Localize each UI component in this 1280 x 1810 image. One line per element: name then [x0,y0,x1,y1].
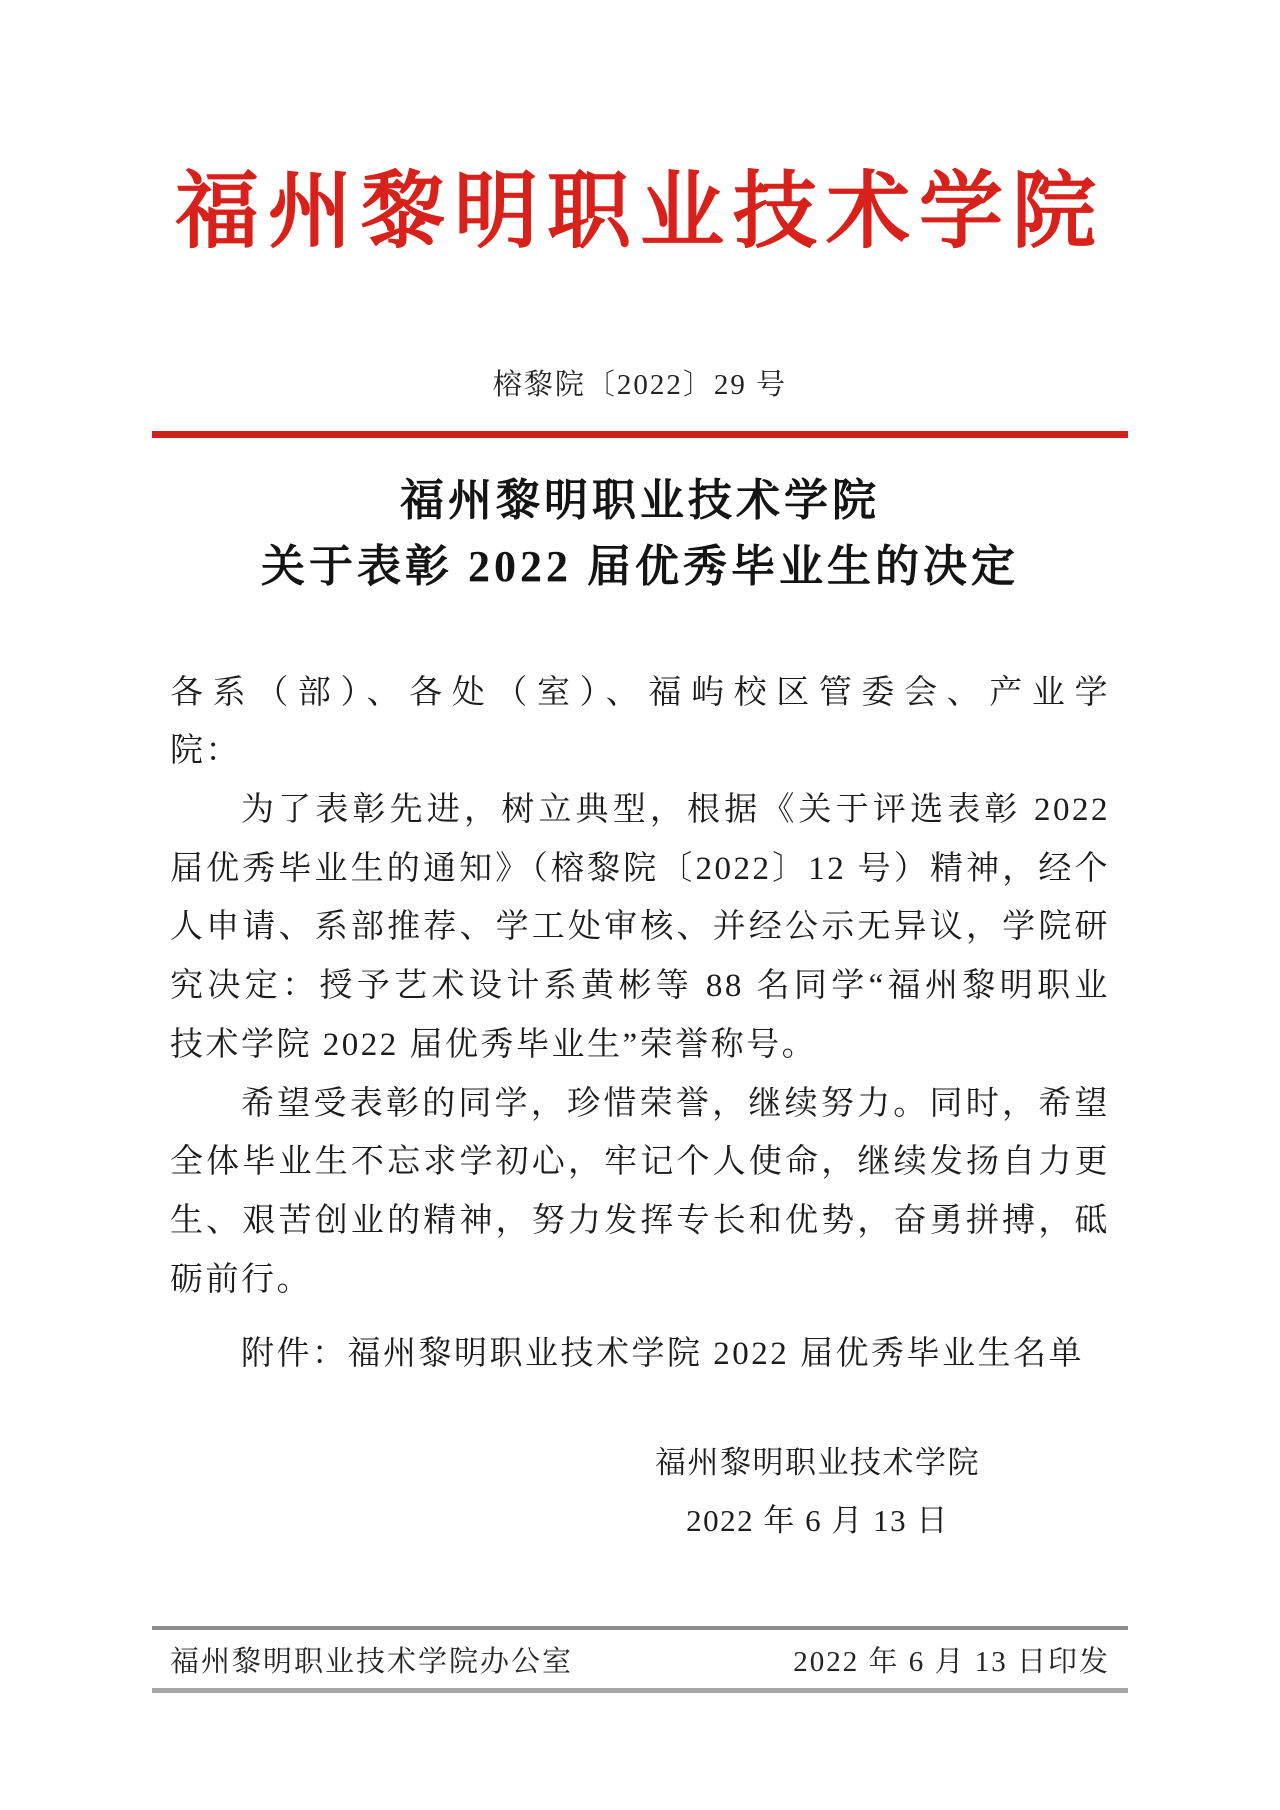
red-separator-rule [152,431,1128,438]
body-line: 人申请、系部推荐、学工处审核、并经公示无异议，学院研 [170,909,1110,946]
footer-bottom-rule [152,1688,1128,1693]
body-line: 究决定：授予艺术设计系黄彬等 88 名同学“福州黎明职业 [170,968,1110,1005]
doc-title-line2: 关于表彰 2022 届优秀毕业生的决定 [261,541,1019,591]
body-line: 技术学院 2022 届优秀毕业生”荣誉称号。 [170,1026,818,1063]
doc-number: 榕黎院〔2022〕29 号 [492,368,788,401]
signature-block [655,1434,980,1550]
body-line: 砺前行。 [170,1261,312,1298]
doc-title [0,468,1280,600]
body-line: 届优秀毕业生的通知》（榕黎院〔2022〕12 号）精神，经个 [170,850,1111,887]
body-line: 为了表彰先进，树立典型，根据《关于评选表彰 2022 [241,792,1110,828]
doc-title-line1: 福州黎明职业技术学院 [400,475,880,525]
signature-org: 福州黎明职业技术学院 [655,1445,980,1481]
body-line: 各系（部）、各处（室）、福屿校区管委会、产业学 [170,674,1110,711]
document-body [170,664,1110,1310]
body-line: 全体毕业生不忘求学初心，牢记个人使命，继续发扬自力更 [170,1144,1110,1181]
footer-issuer: 福州黎明职业技术学院办公室 [170,1645,574,1678]
footer [152,1626,1128,1693]
body-line: 院： [170,733,241,770]
footer-row [152,1630,1128,1688]
masthead-title: 福州黎明职业技术学院 [174,166,1105,259]
body-line: 生、艰苦创业的精神，努力发挥专长和优势，奋勇拼搏，砥 [170,1202,1110,1239]
footer-print-date: 2022 年 6 月 13 日印发 [793,1645,1110,1678]
body-line: 希望受表彰的同学，珍惜荣誉，继续努力。同时，希望 [241,1085,1110,1122]
signature-date: 2022 年 6 月 13 日 [686,1503,949,1539]
attachment-line: 附件：福州黎明职业技术学院 2022 届优秀毕业生名单 [241,1336,1084,1373]
